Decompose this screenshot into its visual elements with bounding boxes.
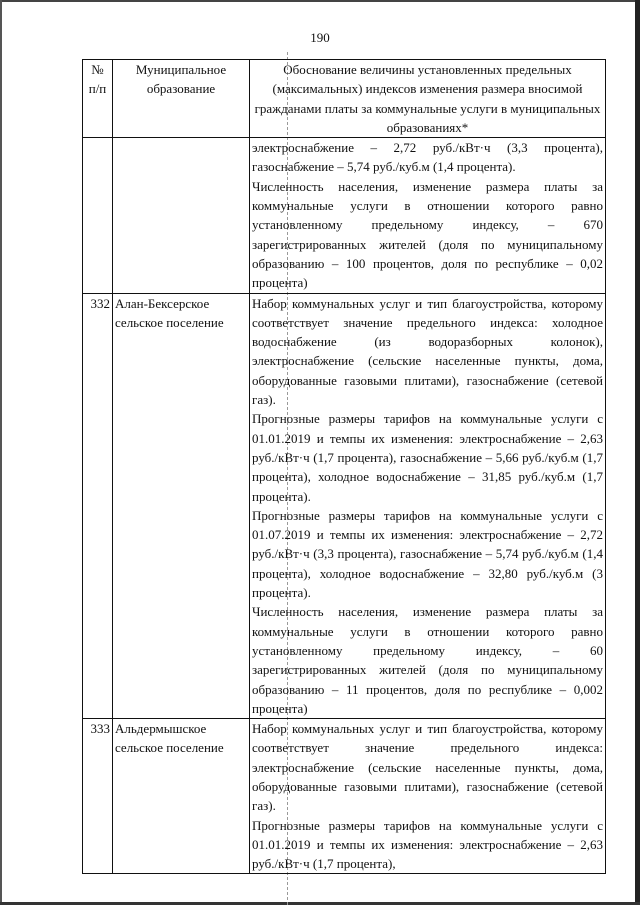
row-justification [250, 719, 606, 874]
scan-edge-right [635, 0, 640, 905]
row-number [83, 138, 113, 293]
justification-paragraph: Прогнозные размеры тарифов на коммунальные услуги с 01.01.2019 и темпы их изменения: электроснабжение – 2,63 руб./кВт·ч (1,7 процента), [252, 817, 603, 872]
justification-paragraph: Набор коммунальных услуг и тип благоустройства, которому соответствует значение предельного индекса: электроснабжение (сельские населенные пункты, дома, оборудованные газовыми плитами), газоснабжение (сетевой газ). [252, 721, 603, 814]
justification-paragraph: Прогнозные размеры тарифов на коммунальные услуги с 01.01.2019 и темпы их изменения: электроснабжение – 2,63 руб./кВт·ч (1,7 процента), газоснабжение – 5,66 руб./куб.м (1,7 процента), холодное водоснабжение – 31,85 руб./куб.м (1,7 процента). [252, 411, 603, 504]
justification-paragraph: Прогнозные размеры тарифов на коммунальные услуги с 01.07.2019 и темпы их изменения: электроснабжение – 2,72 руб./кВт·ч (3,3 процента), газоснабжение – 5,74 руб./куб.м (1,4 процента), холодное водоснабжение – 32,80 руб./куб.м (3 процента). [252, 507, 603, 601]
table-header-row [83, 60, 606, 138]
row-justification [250, 138, 606, 293]
row-justification [250, 293, 606, 719]
page-number: 190 [310, 30, 330, 45]
row-number: 333 [83, 719, 113, 874]
row-municipality: Алан-Бексерское сельское поселение [113, 293, 250, 719]
row-municipality: Альдермышское сельское поселение [113, 719, 250, 874]
table-row-continued [83, 138, 606, 293]
municipal-index-table [82, 59, 606, 874]
row-municipality [113, 138, 250, 293]
justification-paragraph: Численность населения, изменение размера платы за коммунальные услуги в отношении которого равно установленному предельному индексу, – 60 зарегистрированных жителей (доля по муниципальному образованию – 11 процентов, доля по республике – 0,002 процента) [252, 604, 603, 716]
header-justification: Обоснование величины установленных предельных (максимальных) индексов изменения размера вносимой гражданами платы за коммунальные услуги в муниципальных образованиях* [250, 60, 606, 138]
scan-edge-left [0, 0, 2, 905]
header-number: № п/п [83, 60, 113, 138]
justification-paragraph: Набор коммунальных услуг и тип благоустройства, которому соответствует значение предельного индекса: холодное водоснабжение (из водоразборных колонок), электроснабжение (сельские населенные пункты, дома, оборудованные газовыми плитами), газоснабжение (сетевой газ). [252, 295, 603, 408]
scan-edge-top [0, 0, 640, 2]
justification-paragraph: Численность населения, изменение размера платы за коммунальные услуги в отношении которого равно установленному предельному индексу, – 670 зарегистрированных жителей (доля по муниципальному образованию – 100 процентов, доля по республике – 0,02 процента) [252, 178, 603, 291]
row-number: 332 [83, 293, 113, 719]
table-row-332 [83, 293, 606, 719]
table-row-333 [83, 719, 606, 874]
justification-paragraph: электроснабжение – 2,72 руб./кВт·ч (3,3 процента), газоснабжение – 5,74 руб./куб.м (1,4 процента). [252, 140, 603, 175]
header-municipality: Муниципальное образование [113, 60, 250, 138]
